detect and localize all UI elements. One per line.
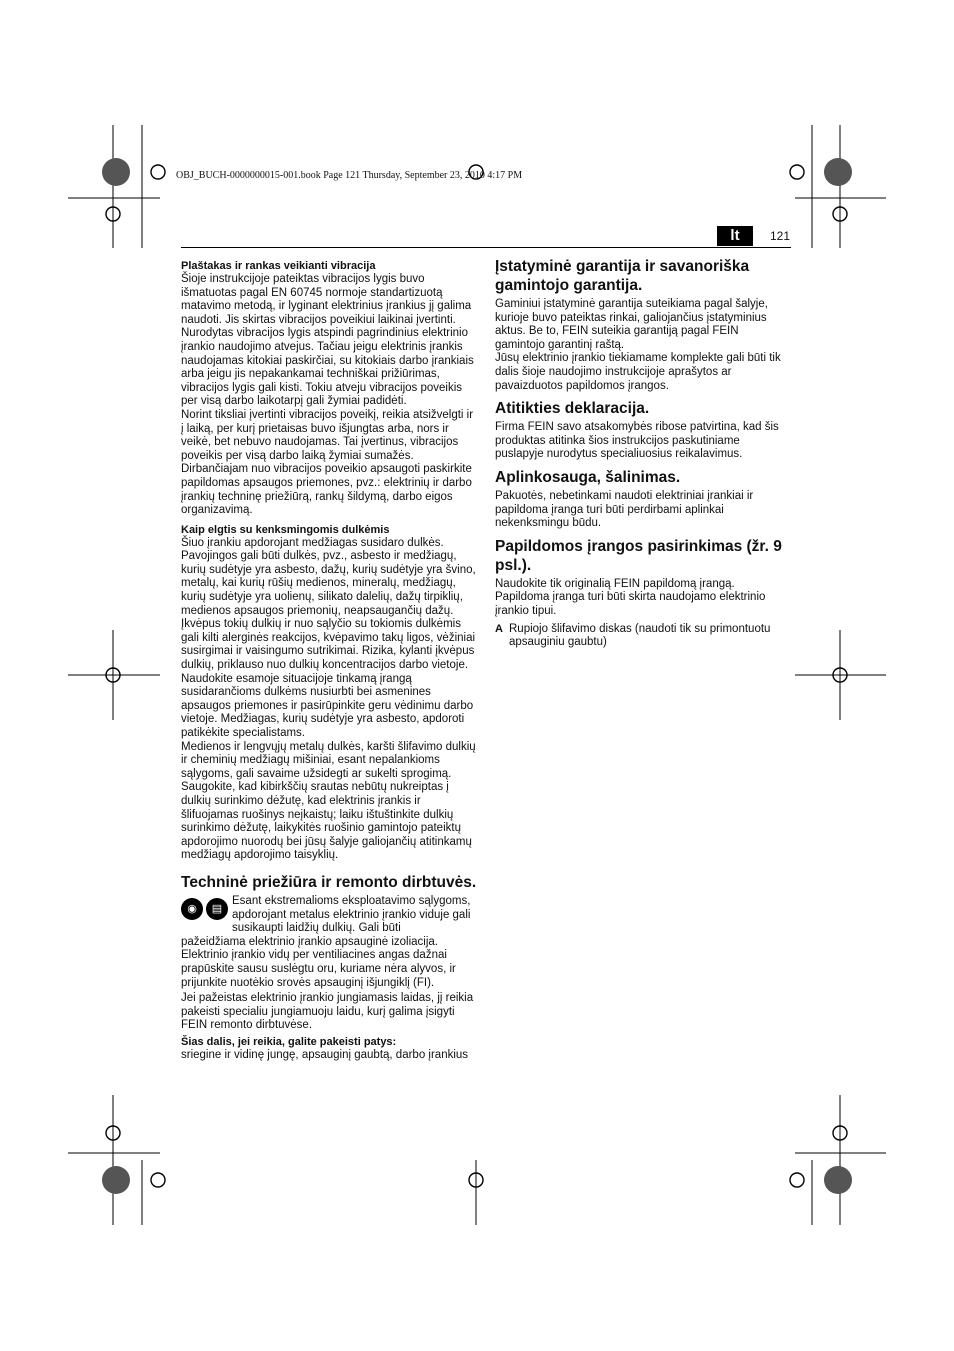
dust-paragraph-2: Įkvėpus tokių dulkių ir nuo sąlyčio su tokiomis dulkėmis gali kilti alerginės reakcijos, kvėpavimo takų ligos, vėžiniai susirgimai ir vaisingumo sutrikimai. Rizika, kylanti įkvėpus dulkių, priklauso nuo dulkių koncentracijos darbo vietoje. Naudokite esamoje situacijoje tinkamą įrangą susidarančioms dulkėms nusiurbti bei asmenines apsaugos priemones ir pasirūpinkite geru vėdinimu darbo vietoje. Medžiagas, kurių sudėtyje yra asbesto, apdoroti patikėkite specialistams. bbox=[181, 618, 476, 739]
vibration-paragraph-1: Šioje instrukcijoje pateiktas vibracijos lygis buvo išmatuotas pagal EN 60745 normoje standartizuotą matavimo metodą, ir lyginant elektrinius įrankius jį galima naudoti. Jis skirtas vibracijos poveikiui laikinai įvertinti. Nurodytas vibracijos lygis atspindi pagrindinius elektrinio įrankio naudojimo atvejus. Tačiau jeigu elektrinis įrankis naudojamas kitokiai paskirčiai, su kitokiais darbo įrankiais arba jeigu jis nepakankamai techniškai prižiūrimas, vibracijos lygis gali kisti. Tokiu atveju vibracijos poveikis per visą darbo laikotarpį gali žymiai padidėti. bbox=[181, 273, 474, 408]
legend-key: A bbox=[495, 622, 503, 635]
replace-parts-text: sriegine ir vidinę jungę, apsauginį gaubtą, darbo įrankius bbox=[181, 1048, 469, 1061]
environment-paragraph: Pakuotės, nebetinkami naudoti elektriniai įrankiai ir papildoma įranga turi būti perdirbami aplinkai nekenksmingu būdu. bbox=[495, 489, 754, 530]
vibration-paragraph-3: Dirbančiajam nuo vibracijos poveikio apsaugoti paskirkite papildomas apsaugos priemones, pvz.: elektrinių ir darbo įrankių techninę priežiūrą, rankų šildymą, darbo eigos organizavimą. bbox=[181, 463, 472, 517]
maintenance-warning bbox=[181, 895, 477, 936]
print-file-info: OBJ_BUCH-0000000015-001.book Page 121 Thursday, September 23, 2010 4:17 PM bbox=[176, 170, 523, 181]
legend-text: Rupiojo šlifavimo diskas (naudoti tik su primontuotu apsauginiu gaubtu) bbox=[509, 622, 771, 649]
vibration-paragraph-2: Norint tiksliai įvertinti vibracijos poveikį, reikia atsižvelgti ir į laiką, per kurį prietaisas buvo išjungtas arba, nors ir veikė, bet nebuvo naudojamas. Tai įvertinus, vibracijos poveikis per visą darbo laiką žymiai sumažės. bbox=[181, 408, 474, 462]
warranty-paragraph-2: Jūsų elektrinio įrankio tiekiamame komplekte gali būti tik dalis šioje naudojimo instrukcijoje aprašytos ar pavaizduotos papildomos įrangos. bbox=[495, 352, 781, 392]
accessory-legend-item bbox=[495, 623, 791, 650]
left-column bbox=[181, 257, 477, 1062]
right-column bbox=[495, 257, 791, 650]
maintenance-paragraph-1: Esant ekstremalioms eksploatavimo sąlygoms, apdorojant metalus elektrinio įrankio viduje gali susikaupti laidžių dulkių. Gali būti bbox=[232, 894, 471, 935]
section-title-maintenance: Techninė priežiūra ir remonto dirbtuvės. bbox=[181, 873, 477, 891]
header-rule bbox=[181, 247, 791, 248]
safety-goggles-icon: ◉ bbox=[181, 898, 203, 920]
maintenance-paragraph-1-cont: pažeidžiama elektrinio įrankio apsauginė izoliacija. Elektrinio įrankio vidų per ventiliacines angas dažnai prapūskite sausu suslėgtu oru, kuriame nėra alyvos, ir prijunkite nuotėkio srovės apsauginį išjungiklį (FI). bbox=[181, 935, 456, 989]
dust-paragraph-1: Šiuo įrankiu apdorojant medžiagas susidaro dulkės. Pavojingos gali būti dulkės, pvz., asbesto ir medžiagų, kurių sudėtyje yra asbesto, dažų, kurių sudėtyje yra švino, metalų, kai kurių rūšių medienos, mineralų, medžiagų, kurių sudėtyje yra uolienų, silikato dalelių, dažų tirpiklių, medienos apsaugos priemonių, neapsaugančių dažų. bbox=[181, 536, 476, 617]
language-tab: lt bbox=[717, 226, 753, 246]
page-number: 121 bbox=[770, 229, 791, 243]
section-title-vibration: Plaštakas ir rankas veikianti vibracija bbox=[181, 260, 376, 272]
maintenance-paragraph-2: Jei pažeistas elektrinio įrankio jungiamasis laidas, jį reikia pakeisti specialiu jungiamuoju laidu, kurį galima įsigyti FEIN remonto dirbtuvėse. bbox=[181, 992, 474, 1032]
section-title-environment: Aplinkosauga, šalinimas. bbox=[495, 468, 681, 486]
conformity-paragraph: Firma FEIN savo atsakomybės ribose patvirtina, kad šis produktas atitinka šios instrukcijos paskutiniame puslapyje nurodytus specialiuosius reikalavimus. bbox=[495, 421, 779, 461]
section-title-warranty: Įstatyminė garantija ir savanoriška gamintojo garantija. bbox=[495, 258, 750, 294]
warranty-paragraph-1: Gaminiui įstatyminė garantija suteikiama pagal šalyje, kurioje buvo pateiktas rinkai, galiojančius įstatyminius aktus. Be to, FEIN suteikia garantiją pagal FEIN gamintojo garantinį raštą. bbox=[495, 298, 768, 351]
section-title-accessories: Papildomos įrangos pasirinkimas (žr. 9 psl.). bbox=[495, 537, 782, 574]
section-title-replace-parts: Šias dalis, jei reikia, galite pakeisti patys: bbox=[181, 1035, 397, 1048]
accessories-paragraph: Naudokite tik originalią FEIN papildomą įrangą. Papildoma įranga turi būti skirta naudojamo elektrinio įrankio tipui. bbox=[495, 577, 766, 617]
read-manual-icon: ▤ bbox=[206, 898, 228, 920]
section-title-conformity: Atitikties deklaracija. bbox=[495, 400, 650, 418]
section-title-dust: Kaip elgtis su kenksmingomis dulkėmis bbox=[181, 523, 390, 536]
dust-paragraph-3: Medienos ir lengvųjų metalų dulkės, karšti šlifavimo dulkių ir cheminių medžiagų mišiniai, esant nepalankioms sąlygoms, gali savaime užsidegti ar sukelti sprogimą. Saugokite, kad kibirkščių srautas nebūtų nukreiptas į dulkių surinkimo dėžutę, kad elektrinis įrankis ir šlifuojamas ruošinys neįkaistų; laiku ištuštinkite dulkių surinkimo dėžutę, laikykitės ruošinio gamintojo pateiktų apdorojimo nuorodų bei jūsų šalyje galiojančių atitinkamų medžiagų apdorojimo taisyklių. bbox=[181, 740, 476, 862]
